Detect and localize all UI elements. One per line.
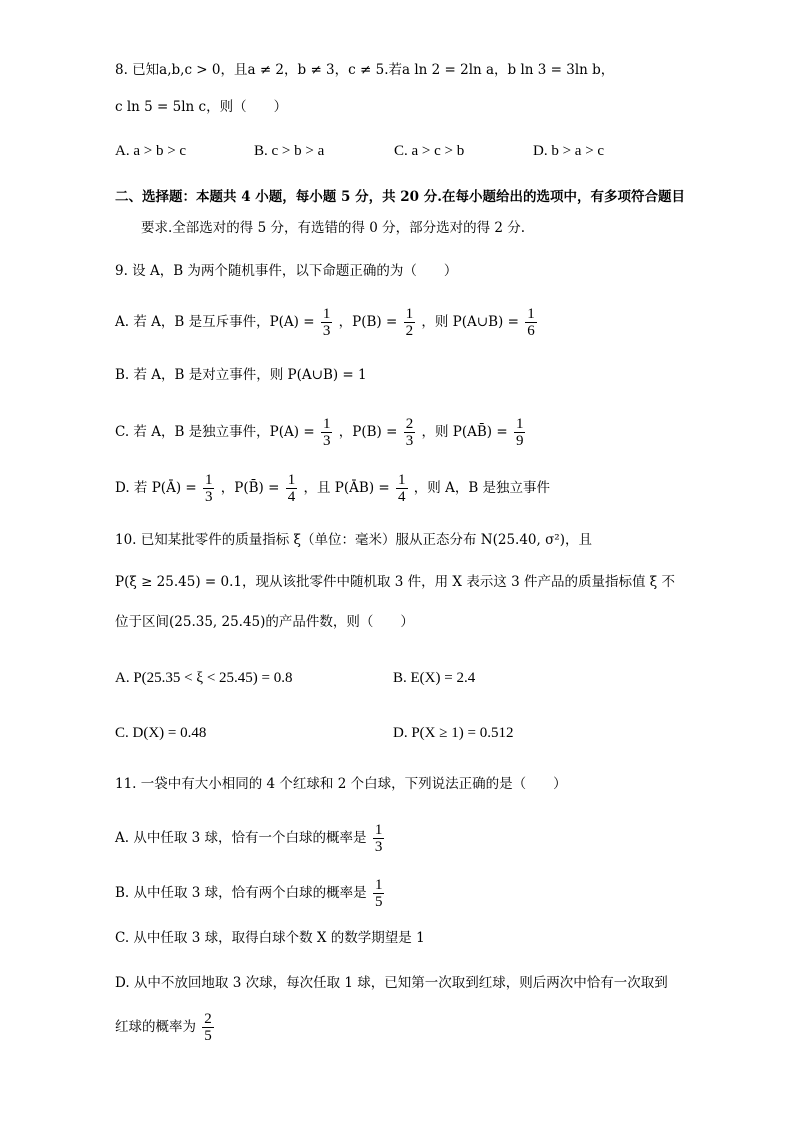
fraction: $\frac{1}{6}$ [527, 306, 535, 339]
q11d-text: 红球的概率为 [115, 1019, 196, 1035]
q8-stem-line2: c ln 5 = 5ln c，则（ ） [115, 99, 288, 115]
q11b-text: B. 从中任取 3 球，恰有两个白球的概率是 [115, 885, 367, 901]
fraction: $\frac{1}{3}$ [374, 822, 383, 855]
q9d-pre: D. 若 P(Ā) = [115, 480, 197, 496]
fraction: $\frac{2}{3}$ [405, 416, 414, 449]
q11-stem: 11. 一袋中有大小相同的 4 个红球和 2 个白球，下列说法正确的是（ ） [115, 776, 567, 792]
q9-stem: 9. 设 A，B 为两个随机事件，以下命题正确的为（ ） [115, 263, 458, 279]
q9-option-d [115, 472, 550, 505]
fraction: $\frac{1}{9}$ [515, 416, 524, 449]
q11-option-a [115, 822, 386, 855]
fraction: $\frac{1}{4}$ [287, 472, 296, 505]
q10-option-c: C. D(X) = 0.48 [115, 725, 207, 741]
q10-stem-line1: 10. 已知某批零件的质量指标 ξ（单位：毫米）服从正态分布 N(25.40, σ²)，且 [115, 532, 592, 548]
fraction: $\frac{1}{3}$ [204, 472, 213, 505]
q9d-post: ，则 A，B 是独立事件 [413, 480, 551, 496]
q9d-mid2: ，且 P(ĀB) = [303, 480, 390, 496]
q9-option-c [115, 416, 527, 449]
q9c-mid1: ，P(B) = [338, 424, 398, 440]
q11-option-c: C. 从中任取 3 球，取得白球个数 X 的数学期望是 1 [115, 930, 425, 946]
q9c-pre: C. 若 A，B 是独立事件，P(A) = [115, 424, 315, 440]
q11-option-d-line1: D. 从中不放回地取 3 次球，每次任取 1 球，已知第一次取到红球，则后两次中恰有一次取到 [115, 975, 668, 991]
fraction: $\frac{2}{5}$ [204, 1011, 212, 1044]
q8-stem-line1: 8. 已知a,b,c > 0，且a ≠ 2，b ≠ 3，c ≠ 5.若a ln 2 = 2ln a，b ln 3 = 3ln b， [115, 62, 615, 78]
q9c-mid2: ，则 P(AB̄) = [421, 424, 508, 440]
q9a-pre: A. 若 A，B 是互斥事件，P(A) = [115, 314, 315, 330]
q11-option-d-line2 [115, 1011, 216, 1044]
q9-option-b: B. 若 A，B 是对立事件，则 P(A∪B) = 1 [115, 367, 367, 383]
section2-heading-line1: 二、选择题：本题共 4 小题，每小题 5 分，共 20 分.在每小题给出的选项中，有多项符合题目 [115, 189, 685, 205]
q9d-mid1: ，P(B̄) = [220, 480, 280, 496]
q8-option-d: D. b > a > c [533, 143, 605, 159]
q9-option-a [115, 306, 539, 339]
q8-option-b: B. c > b > a [254, 143, 325, 159]
q8-option-a: A. a > b > c [115, 143, 187, 159]
q11-option-b [115, 877, 386, 910]
q11a-text: A. 从中任取 3 球，恰有一个白球的概率是 [115, 830, 367, 846]
q10-option-a: A. P(25.35 < ξ < 25.45) = 0.8 [115, 670, 293, 686]
q10-stem-line3: 位于区间(25.35, 25.45)的产品件数，则（ ） [115, 614, 414, 630]
fraction: $\frac{1}{4}$ [398, 472, 406, 505]
q10-option-b: B. E(X) = 2.4 [393, 670, 476, 686]
q8-option-c: C. a > c > b [394, 143, 465, 159]
fraction: $\frac{1}{2}$ [405, 306, 414, 339]
q9a-mid2: ，则 P(A∪B) = [421, 314, 519, 330]
fraction: $\frac{1}{3}$ [322, 306, 331, 339]
q9a-mid1: ，P(B) = [338, 314, 398, 330]
section2-heading-line2: 要求.全部选对的得 5 分，有选错的得 0 分，部分选对的得 2 分. [141, 220, 526, 236]
q10-option-d: D. P(X ≥ 1) = 0.512 [393, 725, 514, 741]
q10-stem-line2: P(ξ ≥ 25.45) = 0.1，现从该批零件中随机取 3 件，用 X 表示这 3 件产品的质量指标值 ξ 不 [115, 574, 676, 590]
fraction: $\frac{1}{3}$ [322, 416, 331, 449]
fraction: $\frac{1}{5}$ [374, 877, 383, 910]
